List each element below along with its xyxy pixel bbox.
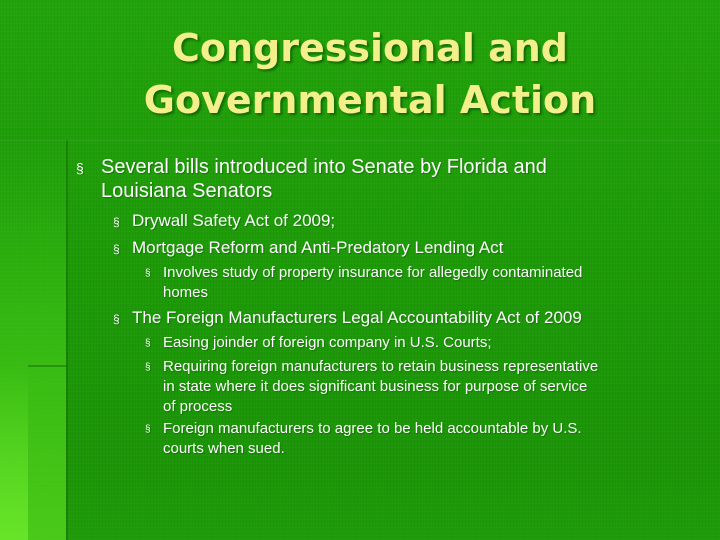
bullet-text-line-1: Foreign manufacturers to agree to be held accountable by U.S. [163, 420, 582, 437]
bullet-marker: § [76, 160, 84, 176]
bullet-marker: § [113, 215, 120, 229]
bullet-mortgage-reform-act [113, 237, 693, 259]
bullet-drywall-safety-act [113, 210, 693, 232]
bullet-text-line-2: Louisiana Senators [101, 180, 273, 202]
bullet-text-line-1: Involves study of property insurance for allegedly contaminated [163, 264, 583, 281]
bullet-senate-bills [76, 155, 676, 203]
bullet-insurance-study [145, 263, 690, 303]
bullet-text-line-2: in state where it does significant business for purpose of service [163, 378, 588, 395]
bullet-text-line-2: homes [163, 284, 209, 301]
bullet-text: Drywall Safety Act of 2009; [132, 211, 336, 230]
bullet-text-line-2: courts when sued. [163, 440, 285, 457]
bullet-marker: § [113, 242, 120, 256]
bullet-business-representative [145, 357, 690, 417]
bullet-text: Easing joinder of foreign company in U.S. Courts; [163, 334, 492, 351]
bullet-held-accountable [145, 419, 690, 459]
bullet-marker: § [145, 362, 151, 373]
bullet-marker: § [145, 268, 151, 279]
bullet-marker: § [145, 338, 151, 349]
title-line-1: Congressional and [172, 26, 568, 70]
bullet-marker: § [113, 312, 120, 326]
bullet-text-line-1: Several bills introduced into Senate by Florida and [101, 156, 547, 178]
bullet-foreign-manufacturers-act [113, 307, 693, 329]
bullet-text-line-3: of process [163, 398, 233, 415]
bullet-text-line-1: Requiring foreign manufacturers to retain business representative [163, 358, 599, 375]
title-line-2: Governmental Action [143, 78, 597, 122]
bullet-text: The Foreign Manufacturers Legal Accountability Act of 2009 [132, 308, 582, 327]
bullet-text: Mortgage Reform and Anti-Predatory Lending Act [132, 238, 504, 257]
bullet-easing-joinder [145, 333, 690, 353]
bullet-marker: § [145, 424, 151, 435]
